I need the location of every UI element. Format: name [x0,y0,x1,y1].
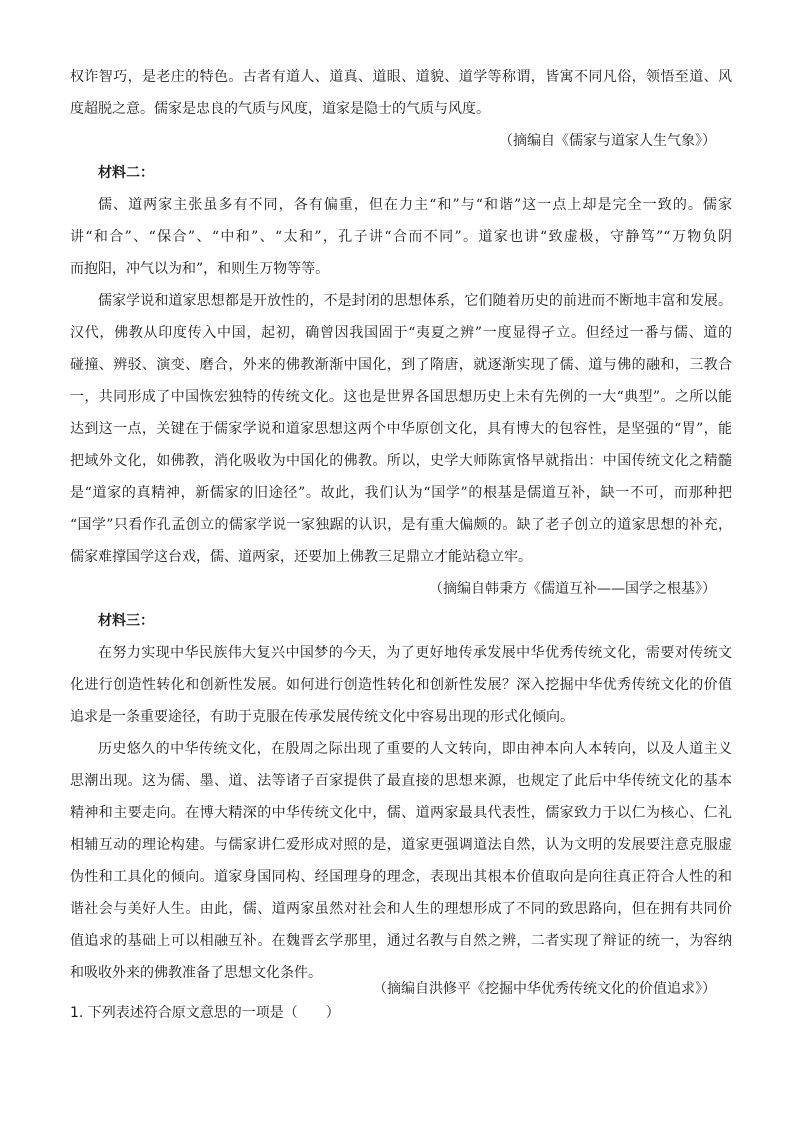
m3-p2-line-1: 历史悠久的中华传统文化，在殷周之际出现了重要的人文转向，即由神本向人本转向，以及人道主义 [98,741,732,757]
m2-p2-line-7: 是“道家的真精神，新儒家的旧途径”。故此，我们认为“国学”的根基是儒道互补，缺一不可，而那种把 [70,485,732,501]
material3-citation: （摘编自洪修平《挖掘中华优秀传统文化的价值追求》） [373,981,716,997]
intro-line-1: 权诈智巧，是老庄的特色。古者有道人、道真、道眼、道貌、道学等称谓，皆寓不同凡俗，领悟至道、风 [70,69,732,85]
question-1-stem: 1. 下列表述符合原文意思的一项是（ ） [70,1005,340,1021]
m3-p2-line-7: 值追求的基础上可以相融互补。在魏晋玄学那里，通过名教与自然之辨，二者实现了辩证的统一，为容纳 [70,933,732,949]
material1-citation: （摘编自《儒家与道家人生气象》） [499,133,716,149]
m3-p1-line-2: 化进行创造性转化和创新性发展。如何进行创造性转化和创新性发展？深入挖掘中华优秀传统文化的价值 [70,677,732,693]
m3-p2-line-8: 和吸收外来的佛教准备了思想文化条件。 [70,965,322,981]
m2-p2-line-6: 把域外文化，如佛教，消化吸收为中国化的佛教。所以，史学大师陈寅恪早就指出：中国传统文化之精髓 [70,453,732,469]
m2-p2-line-1: 儒家学说和道家思想都是开放性的，不是封闭的思想体系，它们随着历史的前进而不断地丰富和发展。 [98,293,732,309]
material2-citation: （摘编自韩秉方《儒道互补——国学之根基》） [429,581,716,597]
m3-p2-line-6: 谐社会与美好人生。由此，儒、道两家虽然对社会和人生的理想形成了不同的致思路向，但在拥有共同价 [70,901,732,917]
m3-p2-line-5: 伪性和工具化的倾向。道家身国同构、经国理身的理念，表现出其根本价值取向是向往真正符合人性的和 [70,869,732,885]
m3-p2-line-4: 相辅互动的理论构建。与儒家讲仁爱形成对照的是，道家更强调道法自然，认为文明的发展要注意克服虚 [70,837,732,853]
material2-heading: 材料二： [98,165,154,181]
m2-p2-line-3: 碰撞、辨驳、演变、磨合，外来的佛教渐渐中国化，到了隋唐，就逐渐实现了儒、道与佛的融和，三教合 [70,357,732,373]
m3-p1-line-3: 追求是一条重要途径，有助于克服在传承发展传统文化中容易出现的形式化倾向。 [70,709,574,725]
m2-p1-line-3: 而抱阳，冲气以为和”，和则生万物等等。 [70,261,330,277]
material3-heading: 材料三： [98,613,154,629]
m3-p1-line-1: 在努力实现中华民族伟大复兴中国梦的今天，为了更好地传承发展中华优秀传统文化，需要对传统文 [98,645,732,661]
m2-p2-line-5: 达到这一点，关键在于儒家学说和道家思想这两个中华原创文化，具有博大的包容性，是坚强的“胃”，能 [70,421,732,437]
m2-p2-line-8: “国学”只看作孔孟创立的儒家学说一家独踞的认识，是有重大偏颇的。缺了老子创立的道家思想的补充， [70,517,732,533]
m2-p1-line-2: 讲“和合”、“保合”、“中和”、“太和”，孔子讲“合而不同”。道家也讲“致虚极，守静笃”“万物负阴 [70,229,732,245]
m2-p2-line-9: 儒家难撑国学这台戏，儒、道两家，还要加上佛教三足鼎立才能站稳立牢。 [70,549,532,565]
m2-p2-line-2: 汉代，佛教从印度传入中国，起初，确曾因我国固于“夷夏之辨”一度显得孑立。但经过一番与儒、道的 [70,325,732,341]
m2-p1-line-1: 儒、道两家主张虽多有不同，各有偏重，但在力主“和”与“和谐”这一点上却是完全一致的。儒家 [98,197,732,213]
intro-line-2: 度超脱之意。儒家是忠良的气质与风度，道家是隐士的气质与风度。 [70,101,490,117]
m3-p2-line-3: 精神和主要走向。在博大精深的中华传统文化中，儒、道两家最具代表性，儒家致力于以仁为核心、仁礼 [70,805,732,821]
m3-p2-line-2: 思潮出现。这为儒、墨、道、法等诸子百家提供了最直接的思想来源，也规定了此后中华传统文化的基本 [70,773,732,789]
m2-p2-line-4: 一，共同形成了中国恢宏独特的传统文化。这也是世界各国思想历史上未有先例的一大“典型”。之所以能 [70,389,732,405]
